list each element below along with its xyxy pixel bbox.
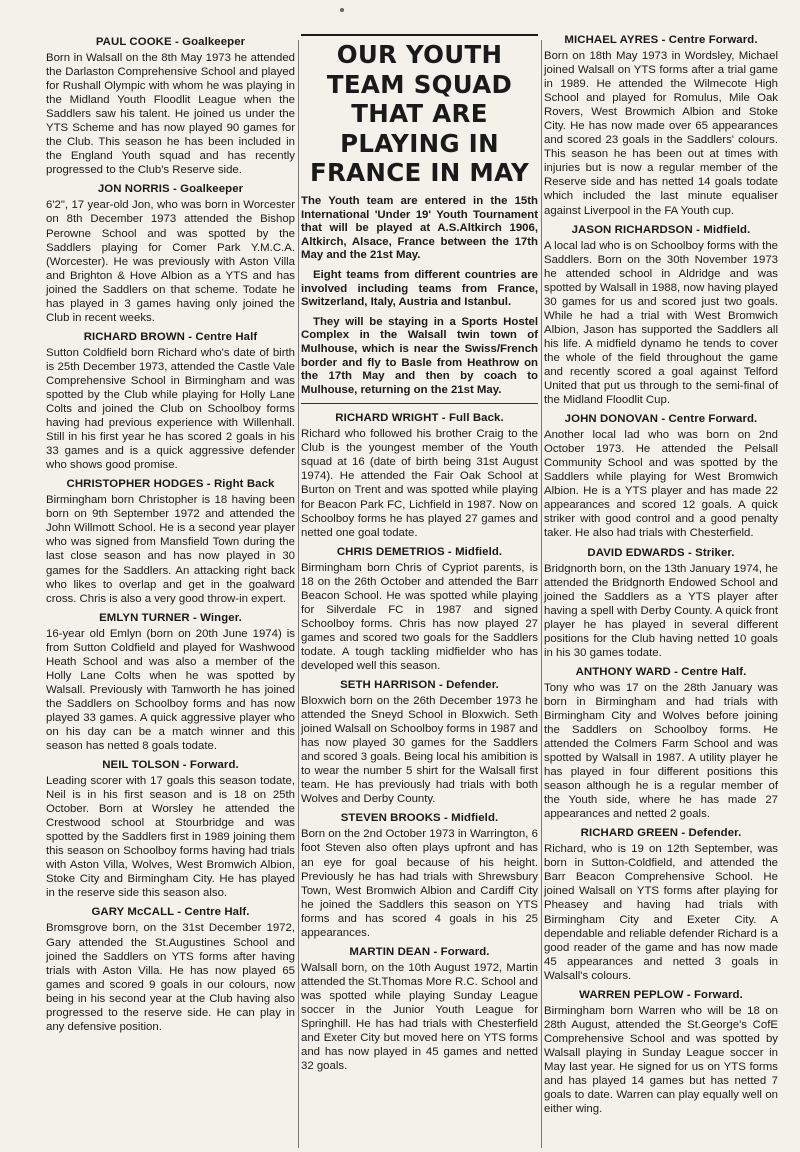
player-bio: Bloxwich born on the 26th December 1973 he attended the Sneyd School in Bloxwich. Seth joined Walsall on Schoolboy forms in 1987 and has now played 30 games for the Saddlers and scored 3 goals. Being local his amibition is to wear the number 5 shirt for the Walsall first team. He has previously had trials with both Wolves and Derby County. (301, 695, 538, 806)
intro-paragraph: They will be staying in a Sports Hostel Complex in the Walsall twin town of Mulhouse, which is near the Swiss/French border and fly to Basle from Heathrow on the 17th May and then by coach to Mulhouse, returning on the 21st May. (301, 315, 538, 396)
intro-paragraph: Eight teams from different countries are involved including teams from France, Switzerland, Italy, Austria and Istanbul. (301, 268, 538, 309)
player-bio: Bromsgrove born, on the 31st December 1972, Gary attended the St.Augustines School and joined the Saddlers on YTS forms after having trials with Aston Villa. He has now played 65 games and scored 9 goals in our colours, now being in his second year at the Club having also progressed to the reserve side. He can play in any defensive position. (46, 922, 295, 1033)
headline-rule (301, 34, 538, 36)
player-heading: RICHARD BROWN - Centre Half (83, 330, 258, 343)
player-bio: Born in Walsall on the 8th May 1973 he attended the Darlaston Comprehensive School and played for Rushall Olympic with whom he was playing in the Midland Youth Floodlit League when the Saddlers saw his talent. He joined us under the YTS Scheme and has now played 90 games for the Club. This season he has been included in the England Youth squad and has recently progressed to the Club's Reserve side. (46, 52, 295, 177)
player-bio: Birmingham born Chris of Cypriot parents, is 18 on the 26th October and attended the Barr Beacon School. He was spotted while playing for Silverdale FC in 1987 and signed Schoolboy forms. Chris has now played 27 games and scored two goals for the Saddlers todate. A tough tackling midfielder who has developed well this season. (301, 561, 538, 672)
player-bio: Born on the 2nd October 1973 in Warrington, 6 foot Steven also often plays upfront and has an eye for goal because of his height. Previously he has had trials with Shrewsbury Town, West Bromwich Albion and Cardiff City he joined the Saddlers this season on YTS forms and has scored 4 goals in his 25 appearances. (301, 828, 538, 939)
intro-box-rule (301, 403, 538, 404)
player-bio: Tony who was 17 on the 28th January was born in Birmingham and had trials with Birmingham City and Wolves before joining the Saddlers on Schoolboy forms. He attended the Colmers Farm School and was spotted by Walsall in 1987. A utility player he has played in four different positions this season although he is a regular member of the Youth side, where he has made 27 appearances and netted 2 goals. (544, 681, 778, 821)
player-heading: RICHARD GREEN - Defender. (580, 827, 742, 840)
player-bio: Born on 18th May 1973 in Wordsley, Michael joined Walsall on YTS forms after a trial game in 1989. He attended the Wilmecote High School and played for Romulus, Mile Oak Rovers, West Browmich Albion and Stoke City. He has now made over 65 appearances and scored 23 goals in the Saddlers' colours. This season he has been out at times with injuries but is now a regular member of the Reserve side and has netted 14 goals todate which included the last minute equaliser against Liverpool in the FA Youth cup. (544, 50, 778, 217)
player-heading: WARREN PEPLOW - Forward. (579, 988, 743, 1001)
column-divider-left (298, 40, 299, 1148)
left-column (46, 36, 295, 1040)
player-heading: EMLYN TURNER - Winger. (99, 611, 242, 624)
player-heading: PAUL COOKE - Goalkeeper (95, 36, 246, 48)
player-heading: MARTIN DEAN - Forward. (349, 945, 490, 958)
feature-headline: OUR YOUTH TEAM SQUAD THAT ARE PLAYING IN FRANCE IN MAY (309, 40, 530, 188)
player-bio: 16-year old Emlyn (born on 20th June 1974) is from Sutton Coldfield and played for Washwood Heath School and was also a member of the Holly Lane Colts when he was spotted by Walsall. Previously with Tamworth he has joined the Saddlers on Schoolboy forms and has now played 33 games. A quick aggressive player who on his day can be a match winner and this season has netted 8 goals todate. (46, 627, 295, 753)
player-heading: RICHARD WRIGHT - Full Back. (335, 412, 504, 425)
player-heading: STEVEN BROOKS - Midfield. (340, 812, 499, 825)
print-speck (340, 8, 344, 12)
player-bio: Richard who followed his brother Craig to the Club is the youngest member of the Youth squad at 16 (date of birth being 31st August 1974). He attended the Fair Oak School at Burton on Trent and was spotted while playing for Beacon Park FC, Lichfield in 1987. Now on Schoolboy forms he has played 27 games and netted one goal todate. (301, 428, 538, 539)
feature-intro (301, 195, 538, 397)
player-heading: CHRIS DEMETRIOS - Midfield. (336, 545, 503, 558)
right-column (544, 34, 778, 1122)
player-bio: Richard, who is 19 on 12th September, was born in Sutton-Coldfield, and attended the Barr Beacon Comprehensive School. He joined Walsall on YTS forms after playing for Pheasey and having had trials with Birmingham City and Exeter City. A dependable and reliable defender Richard is a good reader of the game and has now made 45 appearances and netted 3 goals in Walsall's colours. (544, 843, 778, 982)
player-bio: Leading scorer with 17 goals this season todate, Neil is in his first season and is 18 on 25th October. Born at Worsley he attended the Crestwood school at Stourbridge and was spotted by the Saddlers first in 1989 joining them this season on Schoolboy forms having had trials with Aston Villa, Wolves, West Bromwich Albion, Stoke City and Birmingham City. He has played in the reserve side this season also. (46, 775, 295, 900)
player-bio: Sutton Coldfield born Richard who's date of birth is 25th December 1973, attended the Castle Vale Comprehensive School in Birmingham and was spotted by the Club while playing for Holly Lane Colts and joined the Club on Schoolboy forms having had previous experience with Willenhall. Still in his first year he has scored 2 goals in his 33 games and is a quick aggressive defender who shows good promise. (46, 346, 295, 472)
intro-paragraph: The Youth team are entered in the 15th International 'Under 19' Youth Tournament that will be played at A.S.Altkirch 1906, Altkirch, Alsace, France between the 17th May and the 21st May. (301, 194, 538, 262)
column-divider-right (541, 40, 542, 1148)
player-bio: A local lad who is on Schoolboy forms with the Saddlers. Born on the 30th November 1973 he attended school in Aldridge and was spotted by Walsall in 1988, now having played 30 games for us and scored just two goals. While he had a trial with West Bromwich Albion, Jason has supported the Saddlers all his life. A midfield dynamo he tends to cover the whole of the field throughout the game and recently scored a goal against Telford United that put us through to the semi-final of the Midland Floodlit Cup. (544, 239, 778, 407)
player-heading: JOHN DONOVAN - Centre Forward. (564, 413, 758, 426)
player-heading: CHRISTOPHER HODGES - Right Back (66, 478, 275, 491)
player-heading: DAVID EDWARDS - Striker. (587, 546, 735, 559)
player-bio: Bridgnorth born, on the 13th January 1974, he attended the Bridgnorth Endowed School and joined the Saddlers as a YTS player after having a spell with Derby County. A quick front player he has played in several different positions for the Club having netted 10 goals in his 30 games todate. (544, 562, 778, 659)
player-heading: JON NORRIS - Goalkeeper (97, 183, 244, 196)
player-bio: 6'2", 17 year-old Jon, who was born in Worcester on 8th December 1973 attended the Bishop Perowne School and was spotted by the Saddlers playing for Comer Park Y.M.C.A. (Worcester). He was previously with Aston Villa and Brighton & Hove Albion as a YTS and has joined the Saddlers on that scheme. Todate he has played in 3 games having only joined the Club in recent weeks. (46, 199, 295, 324)
player-bio: Another local lad who was born on 2nd October 1973. He attended the Pelsall Community School and was spotted by the Saddlers while playing for West Bromwich Albion. He is a YTS player and has made 22 appearances and scored 12 goals. A quick striker with good control and a good penalty taker. He also had trials with Chesterfield. (544, 429, 778, 540)
middle-profiles (301, 412, 538, 1073)
player-heading: MICHAEL AYRES - Centre Forward. (564, 34, 758, 46)
player-bio: Birmingham born Christopher is 18 having been born on 9th September 1972 and attended the John Willmott School. He is a second year player who was signed from Mansfield Town during the last close season and has now played in 30 games for the Saddlers. An attacking right back who likes to overlap and get in the goalward cross. Chris is also a very good throw-in expert. (46, 494, 295, 605)
player-heading: GARY McCALL - Centre Half. (91, 906, 250, 919)
player-bio: Walsall born, on the 10th August 1972, Martin attended the St.Thomas More R.C. School and was spotted while playing Sunday League soccer in the Junior Youth League for Springhill. He has had trials with Chesterfield and Exeter City but moved here on YTS forms and has now played in 45 games and netted 32 goals. (301, 961, 538, 1073)
player-heading: SETH HARRISON - Defender. (340, 679, 499, 692)
player-bio: Birmingham born Warren who will be 18 on 28th August, attended the St.George's CofE Comprehensive School and was spotted by Walsall playing in Sunday League soccer in May last year. He signed for us on YTS forms and has played 14 games but has netted 7 goals to date. Warren can play equally well on either wing. (544, 1004, 778, 1116)
middle-column (301, 34, 538, 1079)
player-heading: ANTHONY WARD - Centre Half. (575, 665, 747, 678)
player-heading: NEIL TOLSON - Forward. (102, 759, 239, 772)
player-heading: JASON RICHARDSON - Midfield. (571, 223, 751, 236)
